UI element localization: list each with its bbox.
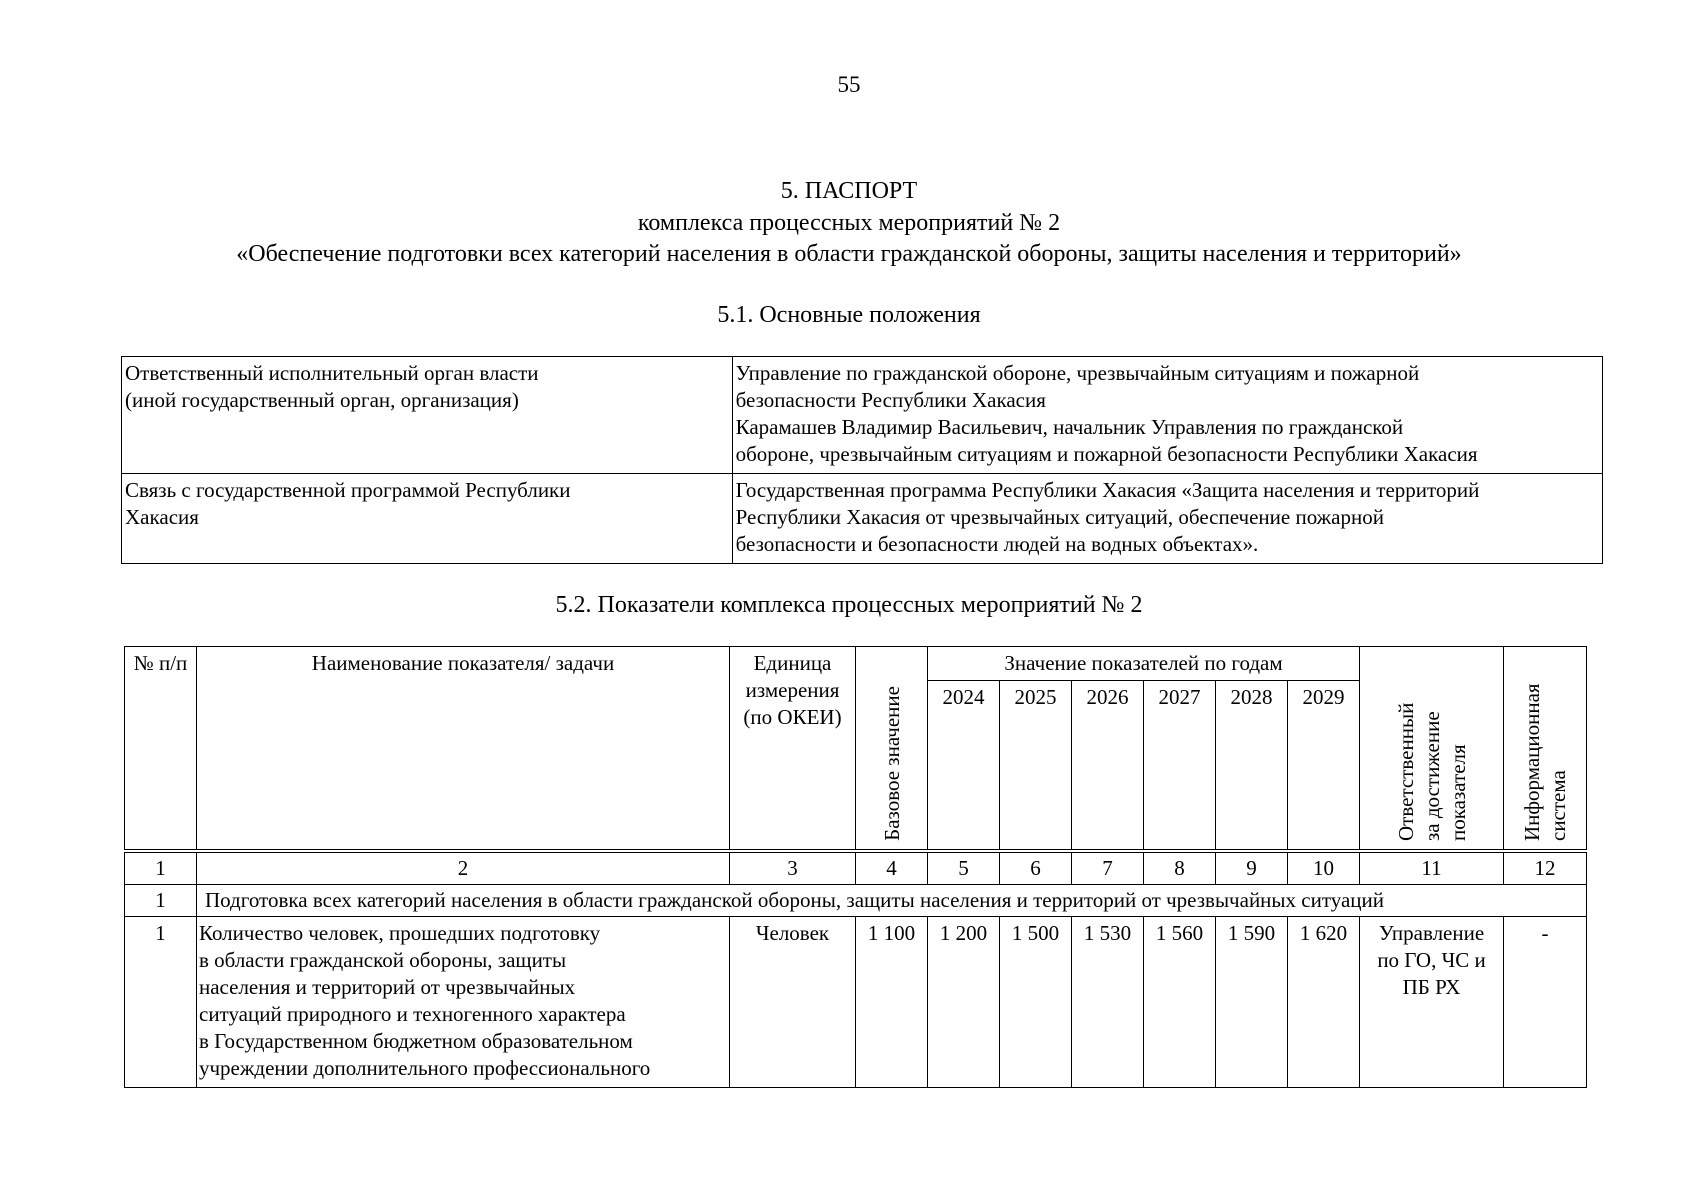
indicator-num: 1 <box>125 917 197 1088</box>
column-number: 3 <box>730 851 856 885</box>
table-row <box>122 357 1603 474</box>
header-year: 2025 <box>1000 681 1072 852</box>
header-name: Наименование показателя/ задачи <box>197 647 730 852</box>
header-year: 2024 <box>928 681 1000 852</box>
header-row <box>125 647 1587 681</box>
indicator-value: 1 200 <box>928 917 1000 1088</box>
header-year: 2027 <box>1144 681 1216 852</box>
indicator-info-system: - <box>1504 917 1587 1088</box>
column-numbers-row <box>125 851 1587 885</box>
header-num: № п/п <box>125 647 197 852</box>
indicator-base: 1 100 <box>856 917 928 1088</box>
header-responsible-text: Ответственный за достижение показателя <box>1393 702 1470 841</box>
program-link-value: Государственная программа Республики Хакасия «Защита населения и территорий Республики Хакасия от чрезвычайных ситуаций, обеспечение пожарной безопасности и безопасности людей на водных объектах». <box>732 474 1602 564</box>
column-number: 5 <box>928 851 1000 885</box>
column-number: 6 <box>1000 851 1072 885</box>
column-number: 12 <box>1504 851 1587 885</box>
header-unit: Единица измерения (по ОКЕИ) <box>730 647 856 852</box>
header-year: 2029 <box>1288 681 1360 852</box>
column-number: 7 <box>1072 851 1144 885</box>
passport-title: 5. ПАСПОРТ <box>780 178 918 204</box>
passport-subtitle: комплекса процессных мероприятий № 2 <box>637 210 1061 236</box>
table-row <box>122 474 1603 564</box>
section-5-1-title: 5.1. Основные положения <box>717 302 981 328</box>
indicator-name: Количество человек, прошедших подготовку в области гражданской обороны, защиты населения и территорий от чрезвычайных ситуаций природного и техногенного характера в Государственном бюджетном образовательном учреждении дополнительного профессионального <box>197 917 730 1088</box>
indicator-value: 1 620 <box>1288 917 1360 1088</box>
column-number: 11 <box>1360 851 1504 885</box>
responsible-body-value: Управление по гражданской обороне, чрезвычайным ситуациям и пожарной безопасности Республики Хакасия Карамашев Владимир Васильевич, начальник Управления по гражданской обороне, чрезвычайным ситуациям и пожарной безопасности Республики Хакасия <box>732 357 1602 474</box>
header-years-group: Значение показателей по годам <box>928 647 1360 681</box>
indicator-value: 1 590 <box>1216 917 1288 1088</box>
column-number: 2 <box>197 851 730 885</box>
header-year: 2028 <box>1216 681 1288 852</box>
column-number: 8 <box>1144 851 1216 885</box>
table-row <box>125 917 1587 1088</box>
column-number: 4 <box>856 851 928 885</box>
indicator-value: 1 500 <box>1000 917 1072 1088</box>
header-base-text: Базовое значение <box>879 686 904 841</box>
column-number: 9 <box>1216 851 1288 885</box>
header-year: 2026 <box>1072 681 1144 852</box>
passport-quote: «Обеспечение подготовки всех категорий населения в области гражданской обороны, защиты населения и территорий» <box>236 241 1462 267</box>
section-5-2-title: 5.2. Показатели комплекса процессных мероприятий № 2 <box>555 592 1143 618</box>
indicator-responsible: Управление по ГО, ЧС и ПБ РХ <box>1360 917 1504 1088</box>
indicators-table <box>124 646 1587 1088</box>
program-link-label: Связь с государственной программой Республики Хакасия <box>122 474 733 564</box>
header-info-system <box>1504 647 1587 852</box>
column-number: 1 <box>125 851 197 885</box>
page-number: 55 <box>837 72 861 97</box>
task-num: 1 <box>125 885 197 917</box>
main-provisions-table <box>121 356 1603 564</box>
indicator-unit: Человек <box>730 917 856 1088</box>
indicator-value: 1 560 <box>1144 917 1216 1088</box>
indicator-value: 1 530 <box>1072 917 1144 1088</box>
column-number: 10 <box>1288 851 1360 885</box>
header-info-system-text: Информационная система <box>1520 683 1571 841</box>
responsible-body-label: Ответственный исполнительный орган власти (иной государственный орган, организация) <box>122 357 733 474</box>
header-responsible <box>1360 647 1504 852</box>
task-text: Подготовка всех категорий населения в области гражданской обороны, защиты населения и территорий от чрезвычайных ситуаций <box>197 885 1587 917</box>
task-row <box>125 885 1587 917</box>
header-base <box>856 647 928 852</box>
